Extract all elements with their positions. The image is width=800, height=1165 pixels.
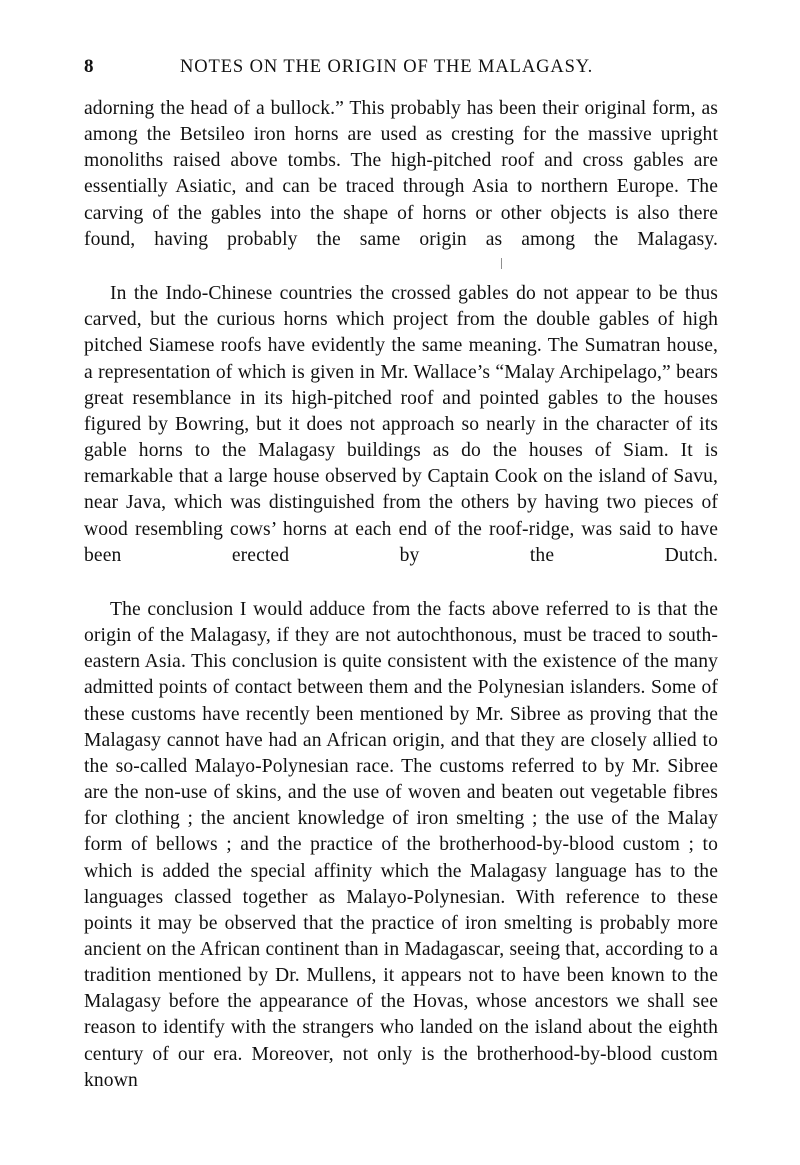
running-head: NOTES ON THE ORIGIN OF THE MALAGASY. (180, 57, 594, 77)
page-header (84, 56, 716, 80)
page-number: 8 (84, 56, 94, 77)
stray-ink-mark (501, 258, 502, 269)
paragraph: adorning the head of a bullock.” This probably has been their original form, as among the Betsileo iron horns are used as cresting for the massive upright monoliths raised above tombs. The high-pitched roof and cross gables are essentially Asiatic, and can be traced through Asia to northern Europe. The carving of the gables into the shape of horns or other objects is also there found, having probably the same origin as among the Malagasy. (84, 98, 718, 250)
page-body (84, 96, 718, 1120)
paragraph: In the Indo-Chinese countries the crossed gables do not appear to be thus carved, but the curious horns which project from the double gables of high pitched Siamese roofs have evidently the same meaning. The Sumatran house, a representation of which is given in Mr. Wallace’s “Malay Archipelago,” bears great resemblance in its high-pitched roof and pointed gables to the houses figured by Bowring, but it does not approach so nearly in the character of its gable horns to the Malagasy buildings as do the houses of Siam. It is remarkable that a large house observed by Captain Cook on the island of Savu, near Java, which was distinguished from the others by having two pieces of wood resembling cows’ horns at each end of the roof-ridge, was said to have been erected by the Dutch. (84, 283, 718, 566)
paragraph: The conclusion I would adduce from the facts above referred to is that the origin of the Malagasy, if they are not autochthonous, must be traced to south-eastern Asia. This conclusion is quite consistent with the existence of the many admitted points of contact between them and the Polynesian islanders. Some of these customs have recently been mentioned by Mr. Sibree as proving that the Malagasy cannot have had an African origin, and that they are closely allied to the so-called Malayo-Polynesian race. The customs referred to by Mr. Sibree are the non-use of skins, and the use of woven and beaten out vegetable fibres for clothing ; the ancient knowledge of iron smelting ; the use of the Malay form of bellows ; and the practice of the brotherhood-by-blood custom ; to which is added the special affinity which the Malagasy language has to the languages classed together as Malayo-Polynesian. With reference to these points it may be observed that the practice of iron smelting is probably more ancient on the African continent than in Madagascar, seeing that, according to a tradition mentioned by Dr. Mullens, it appears not to have been known to the Malagasy before the appearance of the Hovas, whose ancestors we shall see reason to identify with the strangers who landed on the island about the eighth century of our era. Moreover, not only is the brotherhood-by-blood custom known (84, 598, 718, 1091)
